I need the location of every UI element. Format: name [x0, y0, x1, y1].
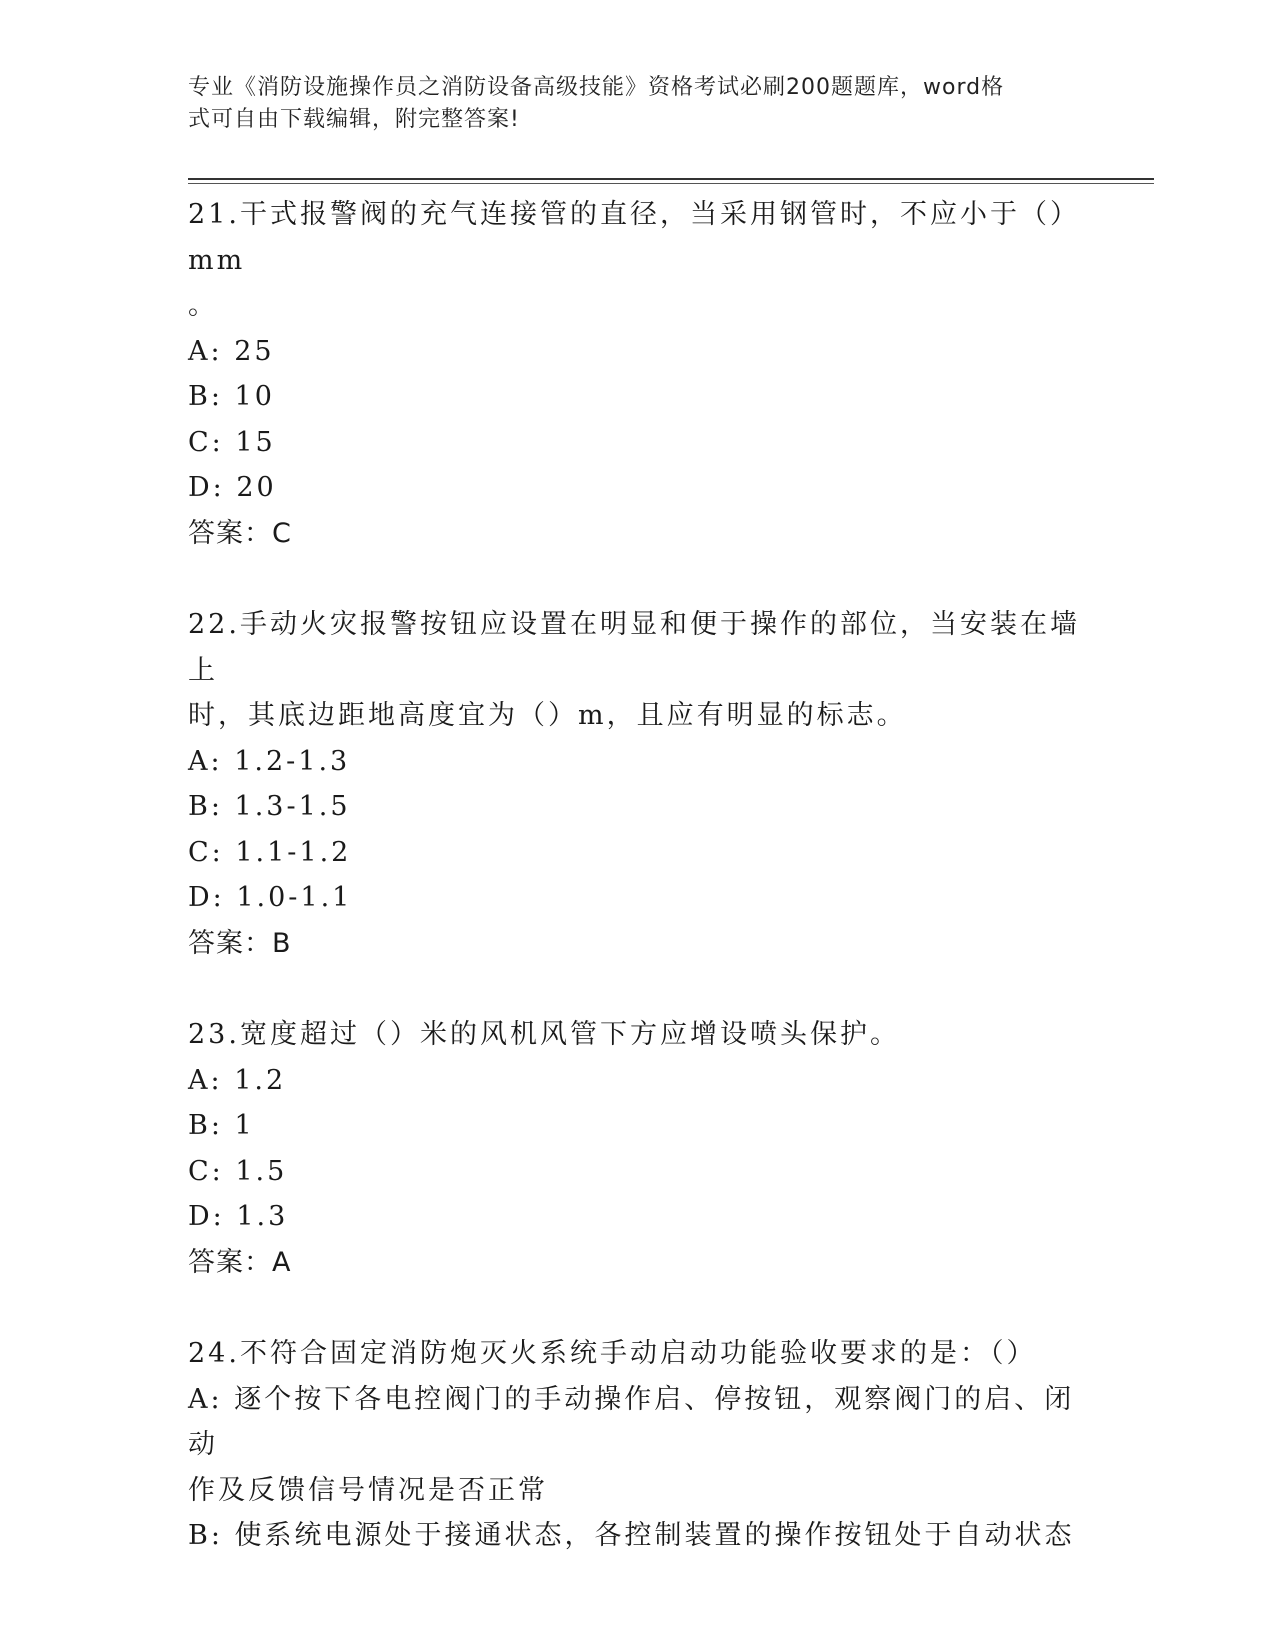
option-text: 1	[234, 1110, 255, 1141]
question-stem-continued: 时，其底边距地高度宜为（）m，且应有明显的标志。	[188, 700, 907, 731]
option-text: 1.1-1.2	[235, 836, 352, 868]
header-line-1: 专业《消防设施操作员之消防设备高级技能》资格考试必刷200题题库，word格	[188, 75, 1005, 100]
answer-line: 答案：A	[188, 1246, 292, 1278]
question-24	[188, 1331, 1088, 1559]
option-key: A:	[188, 745, 223, 777]
option-key: C:	[188, 426, 224, 458]
question-stem: 22.手动火灾报警按钮应设置在明显和便于操作的部位，当安装在墙上	[188, 609, 1080, 686]
option-key: C:	[188, 836, 224, 868]
option-text: 1.3-1.5	[234, 791, 351, 822]
question-22	[188, 602, 1088, 966]
option-text: 25	[234, 335, 275, 367]
option-text: 20	[236, 472, 277, 503]
option-key: B:	[188, 791, 223, 822]
question-stem: 21.干式报警阀的充气连接管的直径，当采用钢管时，不应小于（）mm	[188, 199, 1080, 276]
option-key: D:	[188, 1201, 225, 1232]
option-b	[188, 1103, 1088, 1149]
question-list	[188, 192, 1088, 1605]
option-a	[188, 739, 1088, 785]
option-c	[188, 1149, 1088, 1195]
option-b	[188, 374, 1088, 420]
option-key: D:	[188, 472, 225, 503]
question-stem: 23.宽度超过（）米的风机风管下方应增设喷头保护。	[188, 1019, 900, 1050]
option-c	[188, 830, 1088, 876]
option-a	[188, 1058, 1088, 1104]
header-divider-thick	[188, 178, 1154, 180]
answer-line: 答案：C	[188, 517, 292, 549]
option-text: 1.5	[235, 1155, 288, 1187]
question-23	[188, 1012, 1088, 1285]
option-d	[188, 1194, 1088, 1240]
question-stem: 24.不符合固定消防炮灭火系统手动启动功能验收要求的是：（）	[188, 1338, 1037, 1369]
option-b	[188, 784, 1088, 830]
document-header	[188, 72, 1068, 136]
option-d	[188, 875, 1088, 921]
option-text: 15	[235, 426, 276, 458]
header-divider-thin	[188, 183, 1154, 184]
option-a	[188, 329, 1088, 375]
option-a-continued: 作及反馈信号情况是否正常	[188, 1474, 548, 1506]
option-key: D:	[188, 882, 225, 913]
option-key: B:	[188, 381, 223, 412]
option-key: A:	[188, 1383, 223, 1415]
option-key: C:	[188, 1155, 224, 1187]
option-text: 逐个按下各电控阀门的手动操作启、停按钮，观察阀门的启、闭动	[188, 1383, 1075, 1460]
option-text: 1.3	[236, 1201, 289, 1232]
option-text: 1.2-1.3	[234, 745, 351, 777]
option-key: B:	[188, 1520, 223, 1551]
question-stem-continued: 。	[188, 290, 218, 321]
option-a	[188, 1377, 1088, 1468]
option-key: B:	[188, 1110, 223, 1141]
option-c	[188, 420, 1088, 466]
option-text: 1.0-1.1	[236, 882, 353, 913]
answer-line: 答案：B	[188, 927, 292, 959]
header-line-2: 式可自由下载编辑，附完整答案!	[188, 107, 520, 132]
option-text: 10	[234, 381, 275, 412]
option-key: A:	[188, 335, 223, 367]
option-text: 使系统电源处于接通状态，各控制装置的操作按钮处于自动状态	[234, 1520, 1075, 1551]
option-d	[188, 465, 1088, 511]
option-key: A:	[188, 1064, 223, 1096]
option-b	[188, 1513, 1088, 1559]
option-text: 1.2	[234, 1064, 287, 1096]
question-21	[188, 192, 1088, 556]
